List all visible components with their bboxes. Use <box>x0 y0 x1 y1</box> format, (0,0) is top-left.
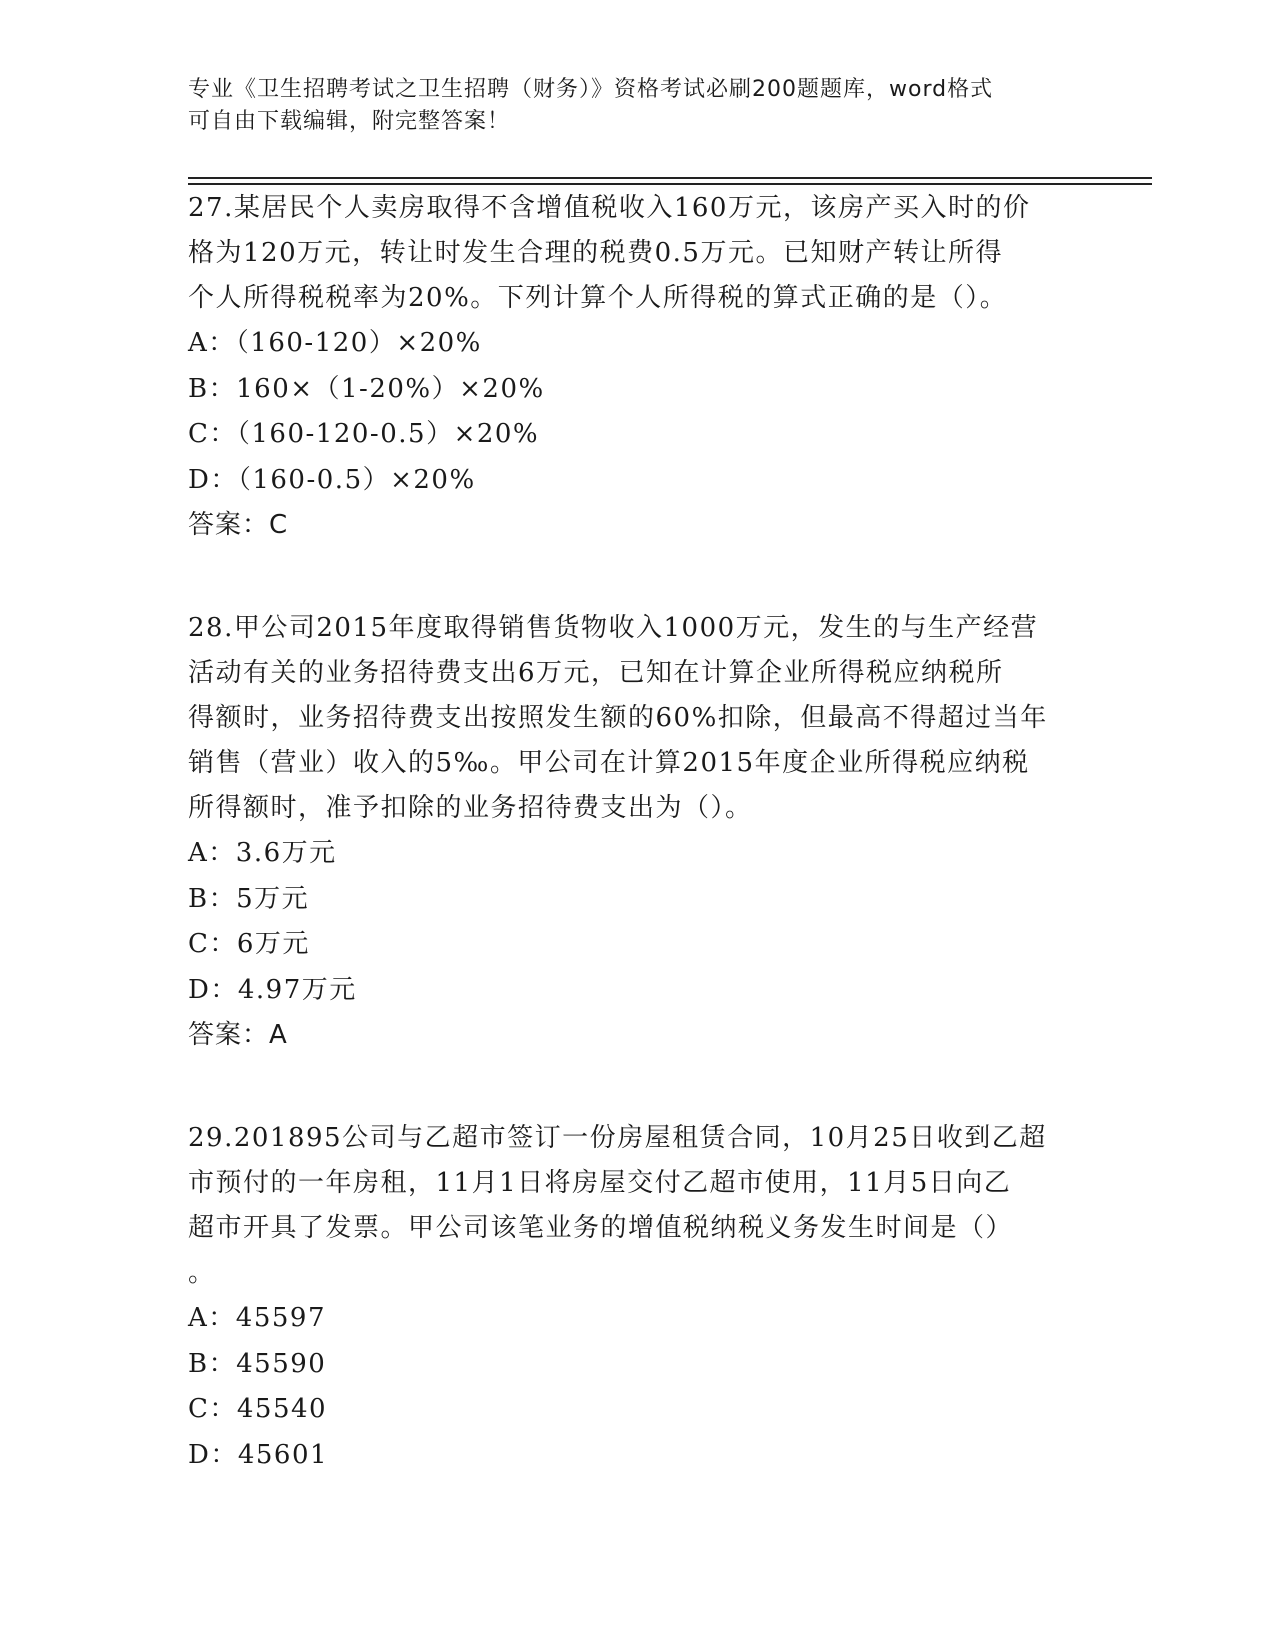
question-spacer <box>188 548 1088 606</box>
option-a: A：3.6万元 <box>188 838 337 868</box>
option-d: D：4.97万元 <box>188 974 357 1005</box>
option-b: B：5万元 <box>188 883 310 914</box>
answer-label: 答案：C <box>188 510 289 540</box>
question-text-line: 29.201895公司与乙超市签订一份房屋租赁合同，10月25日收到乙超 <box>188 1123 1047 1153</box>
option-a: A：45597 <box>188 1303 326 1333</box>
question-text-line: 所得额时，准予扣除的业务招待费支出为（）。 <box>188 793 753 823</box>
question-text-line: 市预付的一年房租，11月1日将房屋交付乙超市使用，11月5日向乙 <box>188 1168 1012 1198</box>
question-text-line: 活动有关的业务招待费支出6万元，已知在计算企业所得税应纳税所 <box>188 658 1004 688</box>
question-text-line: 得额时，业务招待费支出按照发生额的60%扣除，但最高不得超过当年 <box>188 703 1048 733</box>
option-d: D：（160-0.5）×20% <box>188 464 476 495</box>
question-text-line: 27.某居民个人卖房取得不含增值税收入160万元，该房产买入时的价 <box>188 193 1031 223</box>
question-text-line: 超市开具了发票。甲公司该笔业务的增值税纳税义务发生时间是（） <box>188 1213 1014 1243</box>
option-b: B：45590 <box>188 1348 327 1379</box>
question-text-line: 28.甲公司2015年度取得销售货物收入1000万元，发生的与生产经营 <box>188 613 1039 643</box>
option-a: A：（160-120）×20% <box>188 328 482 358</box>
question-text-line: 销售（营业）收入的5‰。甲公司在计算2015年度企业所得税应纳税 <box>188 748 1030 778</box>
question-28 <box>188 606 1088 1058</box>
question-spacer <box>188 1058 1088 1116</box>
answer-label: 答案：A <box>188 1020 288 1050</box>
option-c: C：45540 <box>188 1394 328 1424</box>
header-line-1: 专业《卫生招聘考试之卫生招聘（财务）》资格考试必刷200题题库，word格式 <box>188 77 994 102</box>
option-c: C：（160-120-0.5）×20% <box>188 419 540 449</box>
header-divider-top <box>188 177 1152 179</box>
header-divider-bottom <box>188 183 1152 185</box>
question-text-line: 个人所得税税率为20%。下列计算个人所得税的算式正确的是（）。 <box>188 283 1008 313</box>
question-29 <box>188 1116 1088 1478</box>
question-text-line: 。 <box>188 1258 216 1288</box>
question-27 <box>188 186 1088 548</box>
option-d: D：45601 <box>188 1439 329 1470</box>
question-list <box>188 186 1088 1478</box>
header-line-2: 可自由下载编辑，附完整答案！ <box>188 109 511 134</box>
question-text-line: 格为120万元，转让时发生合理的税费0.5万元。已知财产转让所得 <box>188 238 1003 268</box>
option-b: B：160×（1-20%）×20% <box>188 373 545 404</box>
document-header <box>188 74 1068 138</box>
option-c: C：6万元 <box>188 929 310 959</box>
